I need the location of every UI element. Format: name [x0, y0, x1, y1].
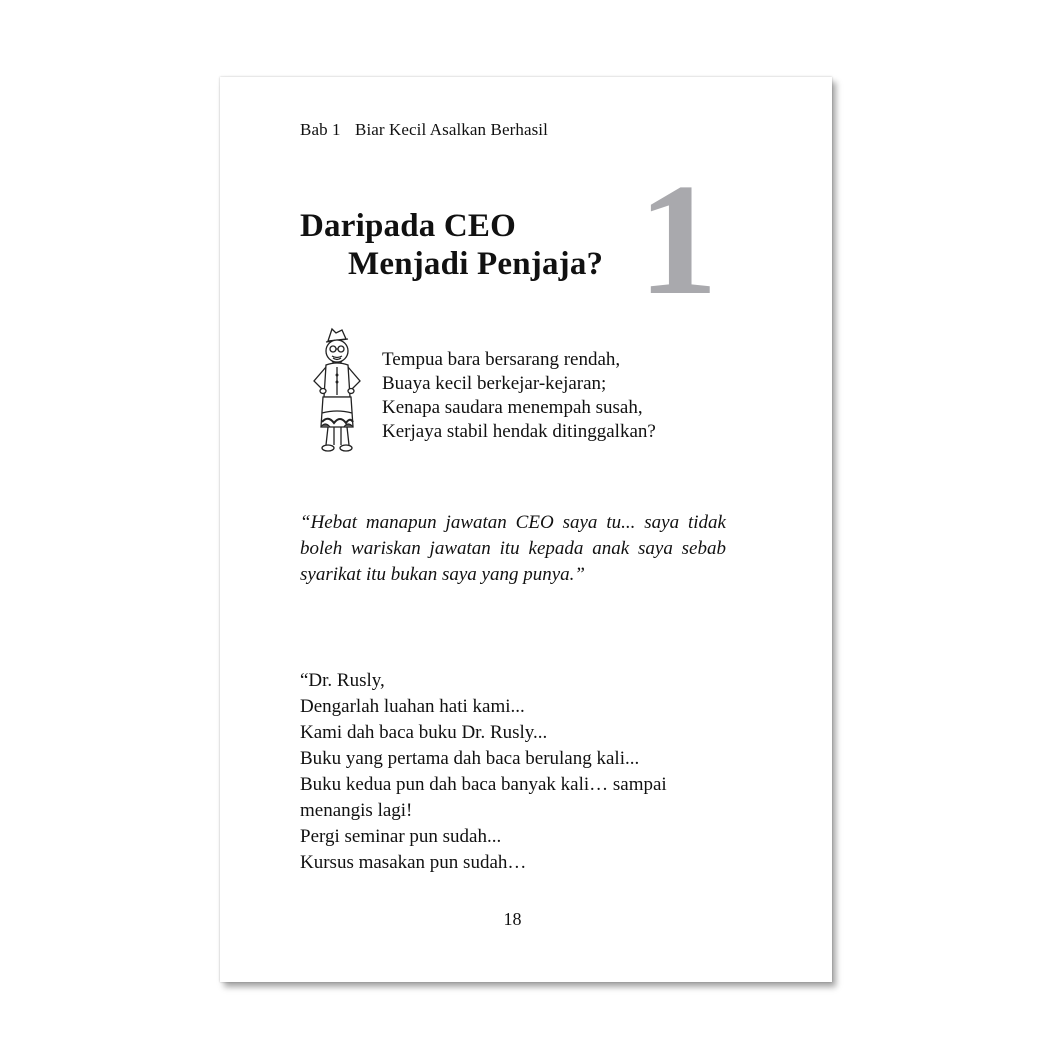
letter-line: “Dr. Rusly, [300, 670, 385, 691]
pantun-line: Kerjaya stabil hendak ditinggalkan? [382, 421, 656, 442]
letter-line: Buku kedua pun dah baca banyak kali… sampai [300, 774, 667, 795]
pantun-line: Kenapa saudara menempah susah, [382, 397, 643, 418]
running-head-book-title: Biar Kecil Asalkan Berhasil [355, 120, 548, 139]
letter-line: Buku yang pertama dah baca berulang kali... [300, 748, 640, 769]
pantun-line: Buaya kecil berkejar-kejaran; [382, 373, 607, 394]
letter-text [300, 668, 667, 876]
book-page [220, 77, 832, 982]
running-head [300, 120, 548, 140]
chapter-title-line2: Menjadi Penjaja? [348, 246, 604, 282]
pantun-line: Tempua bara bersarang rendah, [382, 349, 621, 370]
cartoon-man-icon [308, 327, 366, 457]
chapter-title-line1: Daripada CEO [300, 208, 517, 244]
letter-line: Pergi seminar pun sudah... [300, 826, 502, 847]
letter-line: Dengarlah luahan hati kami... [300, 696, 525, 717]
italic-quote: “Hebat manapun jawatan CEO saya tu... saya tidak boleh wariskan jawatan itu kepada anak saya sebab syarikat itu bukan saya yang punya.” [300, 512, 726, 585]
chapter-number: 1 [638, 150, 718, 328]
letter-line: Kami dah baca buku Dr. Rusly... [300, 722, 548, 743]
letter-line: menangis lagi! [300, 800, 413, 821]
page-number: 18 [503, 909, 522, 929]
pantun-verse [382, 348, 656, 444]
running-head-chapter: Bab 1 [300, 120, 341, 139]
chapter-title [300, 207, 603, 283]
letter-line: Kursus masakan pun sudah… [300, 852, 527, 873]
